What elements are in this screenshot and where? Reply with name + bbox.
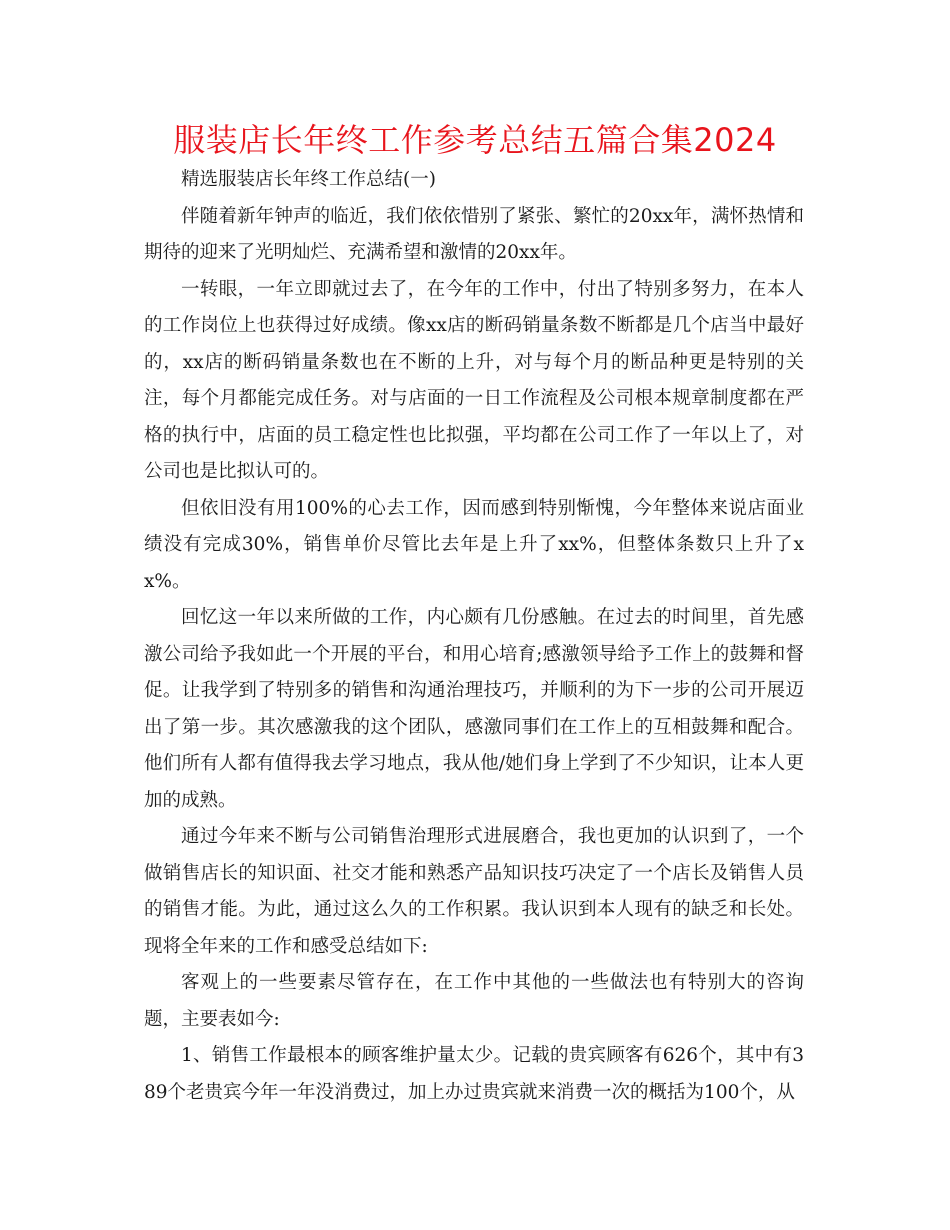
paragraph-subtitle: 精选服装店长年终工作总结(一) — [181, 169, 436, 190]
document-title: 服装店长年终工作参考总结五篇合集2024 — [173, 121, 777, 159]
paragraph: 通过今年来不断与公司销售治理形式进展磨合，我也更加的认识到了，一个做销售店长的知识面、社交才能和熟悉产品知识技巧决定了一个店长及销售人员的销售才能。为此，通过这么久的工作积累。我认识到本人现有的缺乏和长处。现将全年来的工作和感受总结如下: — [144, 826, 804, 957]
paragraph: 伴随着新年钟声的临近，我们依依惜别了紧张、繁忙的20xx年，满怀热情和期待的迎来了光明灿烂、充满希望和激情的20xx年。 — [144, 205, 804, 263]
document-body — [144, 162, 804, 1111]
paragraph: 回忆这一年以来所做的工作，内心颇有几份感触。在过去的时间里，首先感激公司给予我如此一个开展的平台，和用心培育;感激领导给予工作上的鼓舞和督促。让我学到了特别多的销售和沟通治理技巧，并顺利的为下一步的公司开展迈出了第一步。其次感激我的这个团队，感激同事们在工作上的互相鼓舞和配合。他们所有人都有值得我去学习地点，我从他/她们身上学到了不少知识，让本人更加的成熟。 — [144, 607, 804, 811]
paragraph: 但依旧没有用100%的心去工作，因而感到特别惭愧，今年整体来说店面业绩没有完成30%，销售单价尽管比去年是上升了xx%，但整体条数只上升了xx%。 — [144, 497, 804, 592]
paragraph: 客观上的一些要素尽管存在，在工作中其他的一些做法也有特别大的咨询题，主要表如今: — [144, 972, 804, 1030]
paragraph: 一转眼，一年立即就过去了，在今年的工作中，付出了特别多努力，在本人的工作岗位上也获得过好成绩。像xx店的断码销量条数不断都是几个店当中最好的，xx店的断码销量条数也在不断的上升，对与每个月的断品种更是特别的关注，每个月都能完成任务。对与店面的一日工作流程及公司根本规章制度都在严格的执行中，店面的员工稳定性也比拟强，平均都在公司工作了一年以上了，对公司也是比拟认可的。 — [144, 278, 804, 482]
paragraph: 1、销售工作最根本的顾客维护量太少。记载的贵宾顾客有626个，其中有389个老贵宾今年一年没消费过，加上办过贵宾就来消费一次的概括为100个，从 — [144, 1045, 804, 1103]
